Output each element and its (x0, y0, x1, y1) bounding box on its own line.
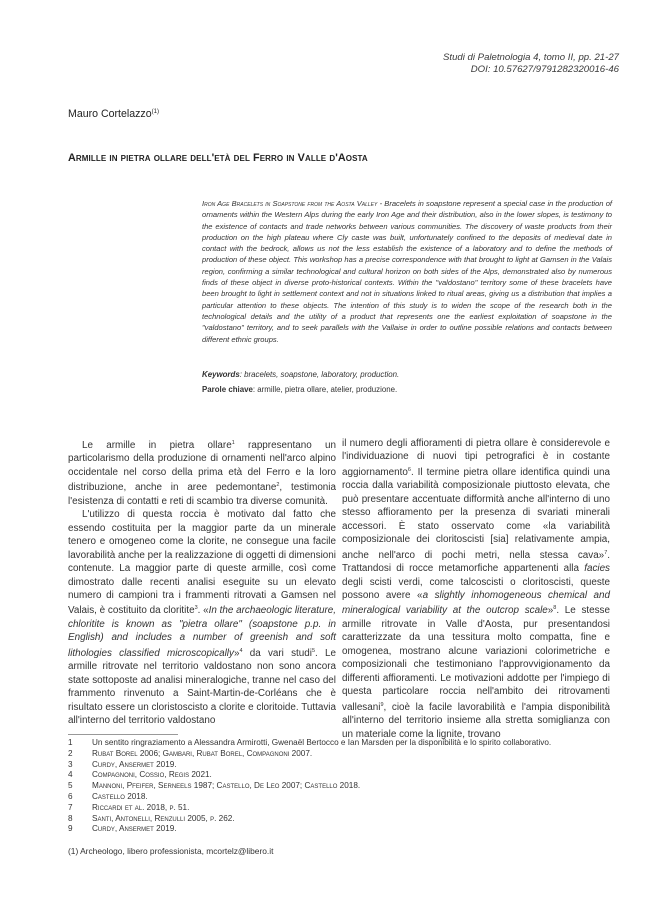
text-run: » (547, 605, 554, 617)
footnotes (68, 738, 628, 835)
footnote-number: 8 (68, 813, 73, 823)
footnote-divider (68, 734, 178, 735)
text-run: L'utilizzo di questa roccia è motivato dal fatto che essendo costituita per la maggior parte da un minerale tenero e omogeneo come la clorite, ne consegue una facile lavorabilità anche per la realizzazione di oggetti di dimensioni contenute. La maggior parte di queste armille, così come dimostrato dalle recenti analisi eseguite su un elevato numero di campioni tra i frammenti ritrovati a Gamsen nel Valais, è costituito da cloritite (68, 509, 336, 617)
footnote-number: 2 (68, 748, 73, 758)
footnote-text: Curdy, Ansermet 2019. (92, 824, 177, 834)
author (68, 108, 159, 120)
journal-header (443, 52, 619, 76)
footnote-ref: 3 (194, 605, 198, 612)
footnote-ref: 8 (553, 605, 557, 612)
footnote (68, 749, 628, 760)
footnote-ref: 7 (604, 549, 608, 556)
parole-chiave (202, 385, 397, 394)
text-run: . Le stesse armille ritrovate in Valle d'Aosta, pur presentandosi caratterizzate da una tessitura molto compatta, fine e omogenea, mostrano alcune variazioni colorimetriche e composizionali che testimoniano l'approvvigionamento da differenti affioramenti. Le motivazioni addotte per l'impiego di questa particolare roccia nell'ambito dei ritrovamenti vallesani (342, 605, 610, 713)
footnote-text: Santi, Antonelli, Renzulli 2005, p. 262. (92, 813, 235, 823)
text-run: il numero degli affioramenti di pietra ollare è considerevole e l'individuazione di nuovi tipi petrografici è in costante aggiornamento (342, 438, 610, 478)
text-run: , testimonia l'esistenza di contatti e reti di scambio tra diverse comunità. (68, 482, 336, 507)
footnote-number: 9 (68, 824, 73, 834)
paragraph (68, 437, 336, 508)
footnote-text: Rubat Borel 2006; Gambari, Rubat Borel, Compagnoni 2007. (92, 748, 313, 758)
paper-title-text: Armille in pietra ollare dell'età del Ferro in Valle d'Aosta (68, 152, 368, 164)
author-affiliation: (1) Archeologo, libero professionista, mcortelz@libero.it (68, 846, 274, 856)
keywords-label: Keywords (202, 370, 240, 379)
footnote-number: 3 (68, 759, 73, 769)
footnote-text: Riccardi et al. 2018, p. 51. (92, 802, 190, 812)
text-run: . Il termine pietra ollare identifica quindi una roccia dalla variabilità composizionale piuttosto elevata, che può presentare accentuate difformità anche all'interno di uno stesso affioramento per la presenza di svariati minerali accessori. È stato osservato come «la variabilità composizionale dei cloritoscisti [sia] relativamente ampia, anche nell'arco di pochi metri, nella stessa cava» (342, 466, 610, 561)
footnote (68, 803, 628, 814)
footnote-text: Castello 2018. (92, 791, 148, 801)
footnote-number: 1 (68, 738, 73, 747)
author-name: Mauro Cortelazzo (68, 108, 152, 120)
footnote-ref: 4 (239, 647, 243, 654)
abstract-text: - Bracelets in soapstone represent a special case in the production of ornaments within the Western Alps during the early Iron Age and their distribution, also in the lower slopes, is testimony to the existence of contacts and trade networks between various communities. The discovery of waste products from their production on the high plateau where Cly caste was built, unfortunately confined to the deposits of medieval date in contact with the bedrock, allows us not the less establish the existence of a laboratory and to define the methods of production of these object. This workshop has a precise correspondence with that brought to light at Gamsen in the Valais region, confirming a similar technological and cultural horizon on both sides of the Alps, demonstrated also by numerous finds of these object in diverse proto-historical contexts. Within the "valdostano" territory some of these bracelets have been brought to light in settlement context and not in situations linked to ritual areas, giving us a distribution that implies a particular attention to these objects. The intention of this study is to widen the scope of the research both in the technological details and the utility of a product that represents one the earliest exploitation of soapstone in the "valdostano" territory, and to seek parallels with the Vallaise in order to outline possible relations and contacts between different ethnic groups. (202, 199, 612, 344)
footnote (68, 770, 628, 781)
footnote (68, 738, 628, 749)
footnote-number: 4 (68, 770, 73, 780)
keywords-value: : bracelets, soapstone, laboratory, production. (239, 370, 400, 379)
text-run: , cioè la facile lavorabilità e l'ampia disponibilità all'interno del territorio insieme alla stretta somiglianza con un materiale come la lignite, trovano (342, 701, 610, 740)
text-run: Le armille in pietra ollare (82, 440, 232, 451)
text-run: da vari studi (242, 647, 312, 659)
parole-value: : armille, pietra ollare, atelier, produzione. (252, 385, 398, 394)
footnote-number: 5 (68, 781, 73, 791)
footnote-text: Compagnoni, Cossio, Regis 2021. (92, 770, 212, 780)
abstract (202, 198, 612, 345)
text-run: rappresentano un particolarismo della produzione di ornamenti nell'arco alpino occidentale nel corso della prima età del Ferro e la loro distribuzione, anche in aree pedemontane (68, 440, 336, 494)
body-column-right (342, 437, 610, 741)
footnote-ref: 1 (231, 440, 235, 446)
keywords (202, 370, 399, 379)
footnote-text: Curdy, Ansermet 2019. (92, 759, 177, 769)
paper-title (68, 152, 608, 164)
parole-label: Parole chiave (202, 385, 253, 394)
paragraph (68, 508, 336, 727)
footnote-text: Un sentito ringraziamento a Alessandra Armirotti, Gwenaël Bertocco e Ian Marsden per la disponibilità e lo spirito collaborativo. (92, 738, 552, 747)
paragraph (342, 437, 610, 741)
text-run: degli scisti verdi, come talcoscisti o cloritoscisti, queste possono avere « (342, 576, 610, 601)
text-run: . Trattandosi di rocce metamorfiche appartenenti alla (342, 549, 610, 575)
text-run: . Le armille ritrovate nel territorio valdostano non sono ancora state sottoposte ad analisi mineralogiche, tranne nel caso del frammento rinvenuto a Saint-Martin-de-Corléans che è risultato essere un cloristoscisto a clorite e cloritoide. Tuttavia all'interno del territorio valdostano (68, 647, 336, 727)
footnote-ref: 9 (380, 701, 384, 708)
footnote-ref: 2 (276, 482, 280, 489)
footnote (68, 792, 628, 803)
text-run: » (233, 647, 240, 659)
footnote-number: 6 (68, 791, 73, 801)
italic-term: facies (584, 563, 610, 575)
journal-citation: Studi di Paletnologia 4, tomo II, pp. 21-27 (443, 52, 619, 63)
footnote-number: 7 (68, 802, 73, 812)
quotation: a slightly inhomogeneous chemical and mineralogical variability at the outcrop scale (342, 589, 610, 617)
footnote (68, 824, 628, 835)
doi: DOI: 10.57627/9791282320016-46 (470, 64, 619, 75)
author-mark: (1) (151, 109, 159, 115)
quotation: In the archaeologic literature, chloritite is known as "pietra ollare" (soapstone p.p. in English) and includes a number of greenish and soft lithologies classified microscopically (68, 605, 337, 659)
footnote-text: Mannoni, Pfeifer, Serneels 1987; Castello, De Leo 2007; Castello 2018. (92, 781, 361, 791)
abstract-title: Iron Age Bracelets in Soapstone from the Aosta Valley (202, 199, 378, 208)
footnote-ref: 6 (407, 466, 411, 473)
footnote-ref: 5 (311, 647, 316, 654)
footnote (68, 814, 628, 825)
footnote (68, 760, 628, 771)
text-run: . « (197, 605, 209, 617)
body-column-left (68, 437, 336, 728)
footnote (68, 781, 628, 792)
